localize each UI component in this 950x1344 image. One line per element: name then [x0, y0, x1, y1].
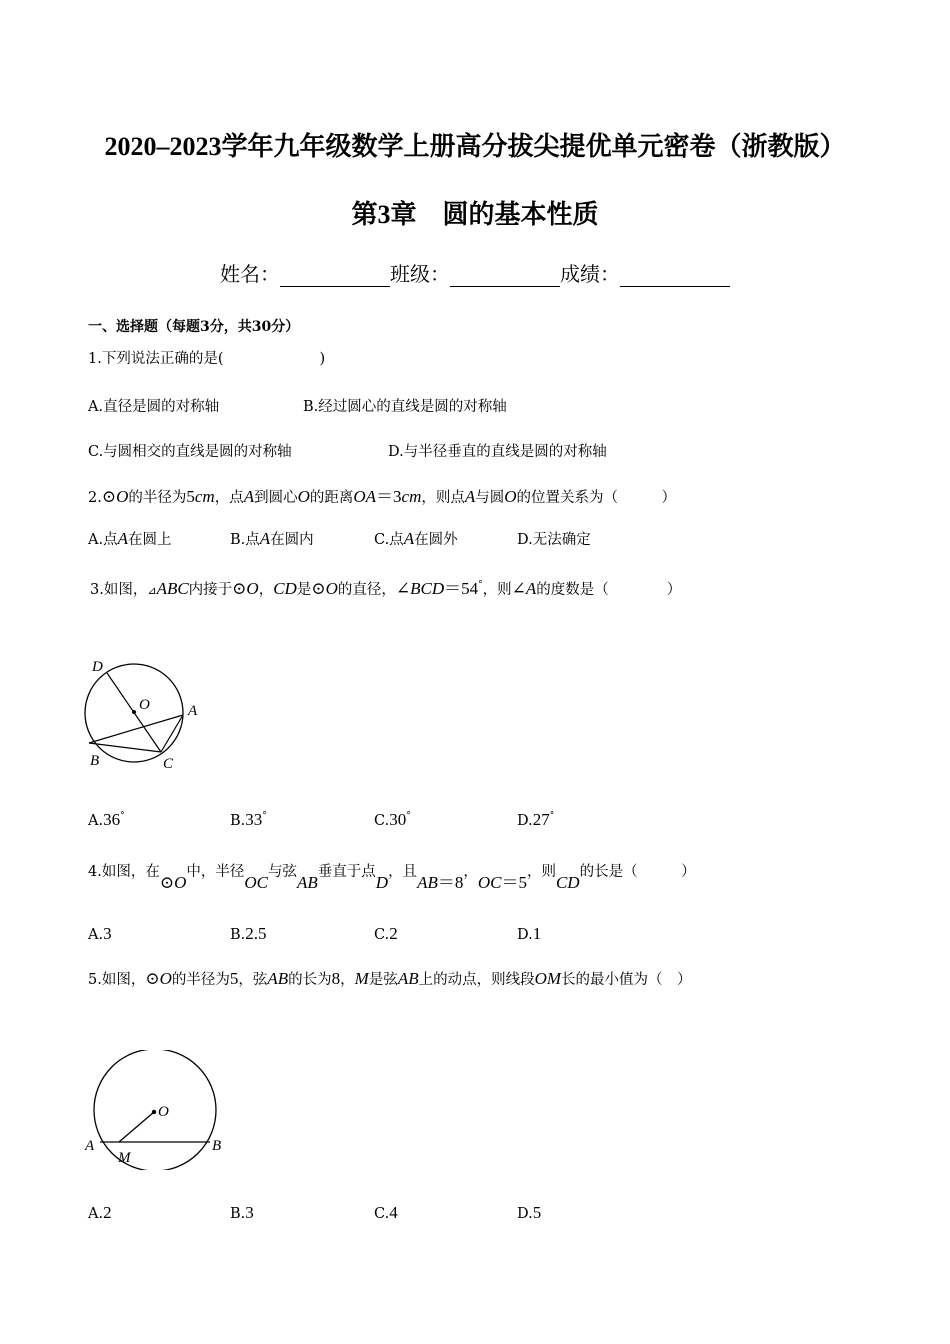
q5-option-c: C.4 [374, 1203, 398, 1222]
q5-segment-om [119, 1112, 154, 1142]
score-label: 成绩： [560, 262, 620, 286]
name-blank[interactable] [280, 266, 390, 287]
q1-option-c: C.与圆相交的直线是圆的对称轴 [88, 444, 292, 460]
q3-option-c: C.30° [374, 810, 411, 829]
q3-label-o: O [139, 697, 150, 713]
question-4: 4.如图，在⊙O中，半径OC与弦AB垂直于点D，且AB＝8，OC＝5，则CD的长是（ ） [88, 864, 696, 892]
q4-option-d: D.1 [517, 924, 542, 943]
question-1 [88, 347, 325, 368]
q2-option-d: D.无法确定 [517, 532, 591, 548]
q2-option-a: A.点A在圆上 [88, 529, 172, 548]
q5-label-b: B [212, 1138, 222, 1154]
q3-option-a: A.36° [88, 810, 125, 829]
q5-label-m: M [118, 1150, 131, 1166]
q5-label-o: O [158, 1104, 169, 1120]
q4-option-b: B.2.5 [230, 924, 267, 943]
q5-circle [94, 1050, 216, 1170]
q3-center-point [132, 710, 136, 714]
q3-label-b: B [90, 753, 100, 769]
score-blank[interactable] [620, 266, 730, 287]
q4-option-a: A.3 [88, 924, 112, 943]
student-info-line [0, 258, 950, 287]
q5-option-b: B.3 [230, 1203, 254, 1222]
q2-option-b: B.点A在圆内 [230, 529, 314, 548]
q4-option-c: C.2 [374, 924, 398, 943]
page-title: 2020–2023学年九年级数学上册高分拔尖提优单元密卷（浙教版） [104, 132, 846, 161]
q5-figure [84, 1050, 234, 1170]
section-heading: 一、选择题（每题3分，共30分） [88, 319, 300, 335]
q3-option-d: D.27° [517, 810, 555, 829]
class-label: 班级： [390, 262, 450, 286]
q1-close-paren: ) [319, 351, 326, 367]
q1-option-d: D.与半径垂直的直线是圆的对称轴 [388, 444, 607, 460]
name-label: 姓名： [220, 262, 280, 286]
q3-option-b: B.33° [230, 810, 267, 829]
q2-option-c: C.点A在圆外 [374, 529, 458, 548]
q1-option-b: B.经过圆心的直线是圆的对称轴 [303, 399, 507, 415]
q5-label-a: A [85, 1138, 95, 1154]
q3-figure [84, 654, 214, 774]
chapter-title: 第3章 圆的基本性质 [351, 200, 599, 229]
q1-option-a: A.直径是圆的对称轴 [88, 399, 220, 415]
q3-label-c: C [163, 756, 174, 772]
q3-label-d: D [92, 659, 103, 675]
q5-option-a: A.2 [88, 1203, 112, 1222]
q3-label-a: A [188, 703, 198, 719]
q5-option-d: D.5 [517, 1203, 542, 1222]
question-2: 2.⊙O的半径为5cm，点A到圆心O的距离OA＝3cm，则点A与圆O的位置关系为（ ） [88, 487, 677, 506]
q1-stem: 1.下列说法正确的是( [88, 351, 224, 367]
question-3: 3.如图，⊿ABC内接于⊙O，CD是⊙O的直径，∠BCD＝54°，则∠A的度数是（ ） [90, 579, 682, 598]
q5-center-point [152, 1110, 156, 1114]
class-blank[interactable] [450, 266, 560, 287]
question-5: 5.如图，⊙O的半径为5，弦AB的长为8，M是弦AB上的动点，则线段OM长的最小值为（ ） [88, 969, 692, 988]
